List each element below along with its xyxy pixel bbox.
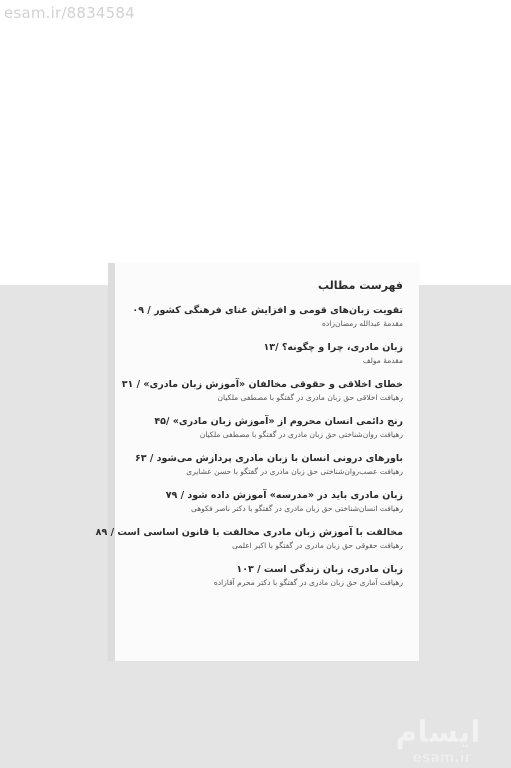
- esam-logo: [372, 712, 508, 766]
- toc-entry: [123, 341, 403, 367]
- toc-entry-subtitle: رهیافت اخلاقی حق زبان مادری در گفتگو با مصطفی ملکیان: [217, 393, 403, 402]
- toc-entry: [123, 563, 403, 589]
- toc-entry: [95, 526, 403, 552]
- toc-entry-subtitle: مقدمهٔ عبدالله رمضان‌زاده: [321, 319, 403, 328]
- toc-entry-subtitle: رهیافت روان‌شناختی حق زبان مادری در گفتگو با مصطفی ملکیان: [199, 430, 403, 439]
- toc-entry-title: زبان مادری، زبان زندگی است / ۱۰۳: [236, 564, 403, 575]
- toc-entry-title: رنج دائمی انسان محروم از «آموزش زبان مادری» /۴۵: [154, 416, 403, 427]
- toc-entry: [123, 452, 403, 478]
- toc-entry-subtitle: مقدمهٔ مولف: [362, 356, 403, 365]
- toc-entry-subtitle: رهیافت حقوقی حق زبان مادری در گفتگو با اکبر اعلمی: [232, 541, 403, 550]
- watermark-url: esam.ir/8834584: [4, 4, 135, 22]
- toc-entry-title: خطای اخلاقی و حقوقی مخالفان «آموزش زبان مادری» / ۳۱: [121, 379, 403, 390]
- table-of-contents: [95, 269, 403, 600]
- toc-entry: [123, 304, 403, 330]
- toc-entry-title: تقویت زبان‌های قومی و افزایش غنای فرهنگی کشور / ۰۹: [132, 305, 403, 316]
- toc-entry-subtitle: رهیافت عصب‌روان‌شناختی حق زبان مادری در گفتگو با حسن عشایری: [186, 467, 403, 476]
- toc-entry-subtitle: رهیافت آماری حق زبان مادری در گفتگو با دکتر محرم آقازاده: [213, 578, 403, 587]
- toc-entry: [123, 415, 403, 441]
- toc-title: فهرست مطالب: [317, 279, 403, 292]
- toc-entry-title: زبان مادری، چرا و چگونه؟ /۱۳: [263, 342, 403, 353]
- toc-card: [95, 263, 419, 661]
- logo-brand-text: ایسام: [395, 715, 481, 750]
- toc-entry: [123, 378, 403, 404]
- toc-entry: [123, 489, 403, 515]
- logo-domain-text: esam.ir: [412, 750, 472, 766]
- toc-entry-title: زبان مادری باید در «مدرسه» آموزش داده شود / ۷۹: [165, 490, 403, 501]
- toc-entry-title: مخالفت با آموزش زبان مادری مخالفت با قانون اساسی است / ۸۹: [95, 527, 403, 538]
- toc-entry-title: باورهای درونی انسان با زبان مادری پردازش می‌شود / ۶۳: [134, 453, 403, 464]
- toc-entry-subtitle: رهیافت انسان‌شناختی حق زبان مادری در گفتگو با دکتر ناصر فکوهی: [190, 504, 403, 513]
